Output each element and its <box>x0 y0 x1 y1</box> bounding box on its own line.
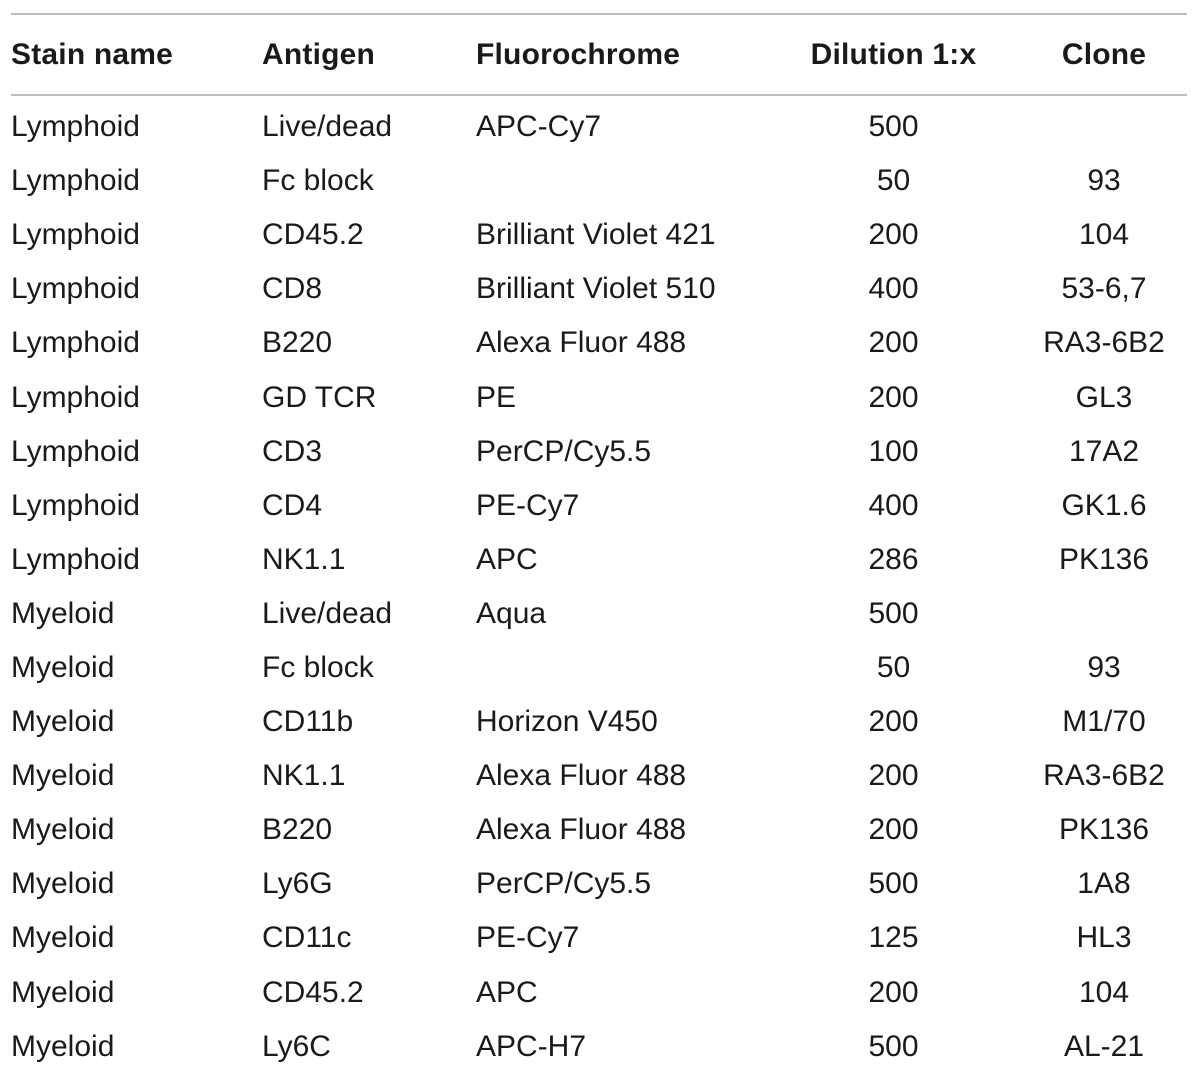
cell-antigen: NK1.1 <box>262 759 346 793</box>
cell-clone: 93 <box>1087 650 1121 684</box>
header-dilution: Dilution 1:x <box>810 37 977 71</box>
cell-fluorochrome: PE <box>476 380 517 414</box>
cell-stain-name: Lymphoid <box>11 164 140 198</box>
table-row <box>11 154 1187 208</box>
cell-stain-name: Lymphoid <box>11 218 140 252</box>
cell-stain-name: Myeloid <box>11 975 115 1009</box>
cell-clone: RA3-6B2 <box>1043 759 1165 793</box>
cell-clone: 17A2 <box>1068 434 1140 468</box>
table-row <box>11 641 1187 695</box>
table-row <box>11 262 1187 316</box>
cell-dilution: 200 <box>868 218 919 252</box>
cell-antigen: CD45.2 <box>262 975 364 1009</box>
cell-stain-name: Lymphoid <box>11 542 140 576</box>
table-row <box>11 1020 1187 1074</box>
cell-dilution: 200 <box>868 813 919 847</box>
table-row <box>11 695 1187 749</box>
cell-stain-name: Myeloid <box>11 650 115 684</box>
table-row <box>11 803 1187 857</box>
cell-fluorochrome: Horizon V450 <box>476 705 658 739</box>
cell-fluorochrome: Aqua <box>476 596 547 630</box>
cell-antigen: CD8 <box>262 272 323 306</box>
cell-dilution: 200 <box>868 380 919 414</box>
table-row <box>11 749 1187 803</box>
cell-clone: 1A8 <box>1077 867 1131 901</box>
cell-fluorochrome: APC-Cy7 <box>476 110 602 144</box>
cell-dilution: 400 <box>868 272 919 306</box>
table-row <box>11 208 1187 262</box>
cell-antigen: Ly6C <box>262 1029 331 1063</box>
cell-stain-name: Lymphoid <box>11 272 140 306</box>
cell-dilution: 50 <box>876 164 911 198</box>
cell-dilution: 500 <box>868 867 919 901</box>
cell-stain-name: Myeloid <box>11 759 115 793</box>
cell-dilution: 200 <box>868 326 919 360</box>
cell-clone: 104 <box>1078 218 1130 252</box>
cell-dilution: 400 <box>868 488 919 522</box>
cell-fluorochrome: PE-Cy7 <box>476 921 580 955</box>
table-row <box>11 479 1187 533</box>
cell-stain-name: Lymphoid <box>11 110 140 144</box>
cell-antigen: Ly6G <box>262 867 333 901</box>
cell-antigen: CD45.2 <box>262 218 364 252</box>
table-row <box>11 96 1187 154</box>
cell-antigen: CD3 <box>262 434 323 468</box>
cell-clone: 53-6,7 <box>1061 272 1147 306</box>
table-row <box>11 857 1187 911</box>
cell-fluorochrome: APC-H7 <box>476 1029 587 1063</box>
cell-dilution: 200 <box>868 705 919 739</box>
table-row <box>11 587 1187 641</box>
cell-dilution: 286 <box>868 542 919 576</box>
cell-stain-name: Lymphoid <box>11 488 140 522</box>
cell-clone: GL3 <box>1075 380 1133 414</box>
cell-dilution: 500 <box>868 110 919 144</box>
cell-clone: 93 <box>1087 164 1121 198</box>
cell-antigen: Fc block <box>262 164 374 198</box>
cell-antigen: Fc block <box>262 650 374 684</box>
cell-fluorochrome: Alexa Fluor 488 <box>476 813 687 847</box>
cell-dilution: 50 <box>876 650 911 684</box>
cell-fluorochrome: APC <box>476 975 538 1009</box>
cell-clone <box>1021 96 1187 154</box>
cell-antigen: Live/dead <box>262 596 393 630</box>
table-header <box>11 15 1187 96</box>
stain-table <box>11 15 1187 1074</box>
cell-clone: GK1.6 <box>1061 488 1147 522</box>
cell-fluorochrome: Alexa Fluor 488 <box>476 759 687 793</box>
header-clone: Clone <box>1061 37 1147 71</box>
cell-clone: PK136 <box>1058 813 1150 847</box>
cell-stain-name: Lymphoid <box>11 380 140 414</box>
cell-fluorochrome: Brilliant Violet 510 <box>476 272 716 306</box>
cell-antigen: CD11c <box>262 921 352 955</box>
cell-antigen: GD TCR <box>262 380 377 414</box>
cell-stain-name: Lymphoid <box>11 326 140 360</box>
cell-dilution: 100 <box>868 434 919 468</box>
cell-fluorochrome: PerCP/Cy5.5 <box>476 867 652 901</box>
cell-clone: PK136 <box>1058 542 1150 576</box>
cell-fluorochrome <box>476 641 766 695</box>
cell-clone: HL3 <box>1076 921 1132 955</box>
cell-stain-name: Myeloid <box>11 705 115 739</box>
table-body <box>11 96 1187 1074</box>
cell-stain-name: Myeloid <box>11 1029 115 1063</box>
cell-dilution: 125 <box>868 921 919 955</box>
cell-fluorochrome <box>476 154 766 208</box>
header-antigen: Antigen <box>262 37 376 71</box>
cell-dilution: 200 <box>868 759 919 793</box>
cell-antigen: NK1.1 <box>262 542 346 576</box>
cell-dilution: 500 <box>868 596 919 630</box>
table-row <box>11 316 1187 370</box>
table-row <box>11 425 1187 479</box>
cell-dilution: 500 <box>868 1029 919 1063</box>
cell-dilution: 200 <box>868 975 919 1009</box>
cell-fluorochrome: APC <box>476 542 538 576</box>
cell-stain-name: Lymphoid <box>11 434 140 468</box>
cell-antigen: CD11b <box>262 705 354 739</box>
table-row <box>11 966 1187 1020</box>
cell-fluorochrome: PerCP/Cy5.5 <box>476 434 652 468</box>
stain-table-container <box>11 13 1187 1074</box>
cell-stain-name: Myeloid <box>11 596 115 630</box>
header-row <box>11 15 1187 94</box>
cell-antigen: CD4 <box>262 488 323 522</box>
cell-antigen: Live/dead <box>262 110 393 144</box>
cell-fluorochrome: Brilliant Violet 421 <box>476 218 716 252</box>
cell-clone <box>1021 587 1187 641</box>
cell-antigen: B220 <box>262 326 333 360</box>
cell-stain-name: Myeloid <box>11 813 115 847</box>
cell-fluorochrome: Alexa Fluor 488 <box>476 326 687 360</box>
cell-clone: M1/70 <box>1062 705 1146 739</box>
table-row <box>11 911 1187 965</box>
table-row <box>11 370 1187 424</box>
header-fluorochrome: Fluorochrome <box>476 37 681 71</box>
cell-stain-name: Myeloid <box>11 867 115 901</box>
cell-antigen: B220 <box>262 813 333 847</box>
cell-fluorochrome: PE-Cy7 <box>476 488 580 522</box>
cell-clone: 104 <box>1078 975 1130 1009</box>
table-row <box>11 533 1187 587</box>
cell-stain-name: Myeloid <box>11 921 115 955</box>
cell-clone: AL-21 <box>1063 1029 1145 1063</box>
cell-clone: RA3-6B2 <box>1043 326 1165 360</box>
header-stain-name: Stain name <box>11 37 174 71</box>
